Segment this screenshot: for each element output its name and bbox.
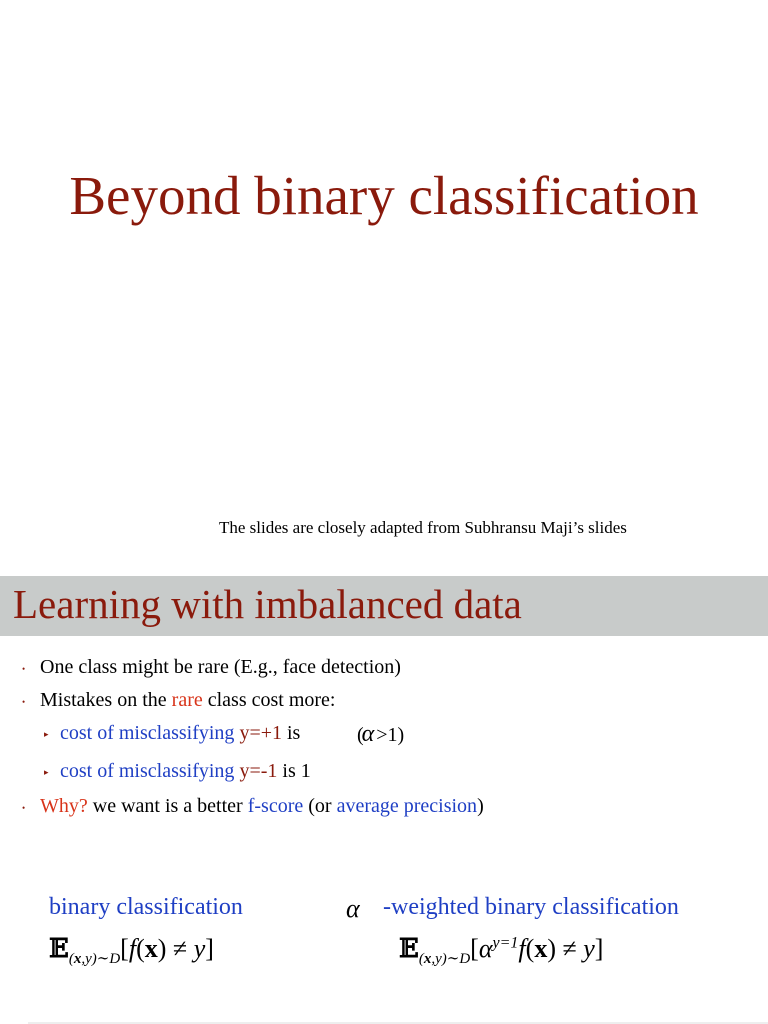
sub-bullet-icon: ▸ <box>44 767 49 777</box>
label-negative: y=-1 <box>239 760 278 782</box>
highlight-average-precision: average precision <box>336 795 478 817</box>
highlight-fscore: f-score <box>247 795 304 817</box>
sub-bullet-text: is 1 <box>277 760 311 782</box>
highlight-rare: rare <box>171 689 203 711</box>
alpha-symbol: α <box>346 894 360 923</box>
slide-title: Beyond binary classification <box>69 165 699 226</box>
credit-note: The slides are closely adapted from Subhransu Maji’s slides <box>219 518 627 537</box>
sub-bullet-positive-cost <box>60 721 300 745</box>
bullet-why <box>40 794 484 818</box>
slide-title: Learning with imbalanced data <box>13 581 522 627</box>
sub-bullet-text: cost of misclassifying <box>60 760 240 782</box>
slide-2 <box>0 576 768 1024</box>
sub-bullet-icon: ▸ <box>44 729 49 739</box>
bullet-rare-class <box>40 655 401 679</box>
weighted-classification-heading: -weighted binary classification <box>383 894 679 920</box>
alpha-symbol: α <box>361 721 375 747</box>
bullet-text: (or <box>303 795 337 817</box>
bullet-text: class cost more: <box>202 689 336 711</box>
bullet-icon: • <box>22 803 26 813</box>
paren-open: ( <box>357 724 364 746</box>
bullet-icon: • <box>22 664 26 674</box>
sub-bullet-negative-cost <box>60 759 311 783</box>
weighted-loss-formula: $𝔼_{(x,y)\sim D}[\alpha^{y=1}f(x) \ne y]$ <box>399 934 604 968</box>
label-positive: y=+1 <box>239 722 282 744</box>
sub-bullet-text: is <box>282 722 301 744</box>
bullet-mistakes <box>40 688 335 712</box>
bullet-text: Mistakes on the <box>40 689 172 711</box>
binary-classification-heading: binary classification <box>49 894 243 920</box>
bullet-icon: • <box>22 697 26 707</box>
bullet-text: ) <box>477 795 484 817</box>
binary-loss-formula: 𝔼$_{(x,y)\sim D}$[f(x) ≠ y] <box>49 934 214 968</box>
title-band <box>0 576 768 636</box>
alpha-condition <box>357 721 404 748</box>
bullet-text: One class might be rare (E.g., face detection) <box>40 656 401 678</box>
alpha-condition-text: >1) <box>376 724 405 746</box>
highlight-why: Why? <box>40 795 88 817</box>
sub-bullet-text: cost of misclassifying <box>60 722 240 744</box>
bullet-text: we want is a better <box>87 795 248 817</box>
